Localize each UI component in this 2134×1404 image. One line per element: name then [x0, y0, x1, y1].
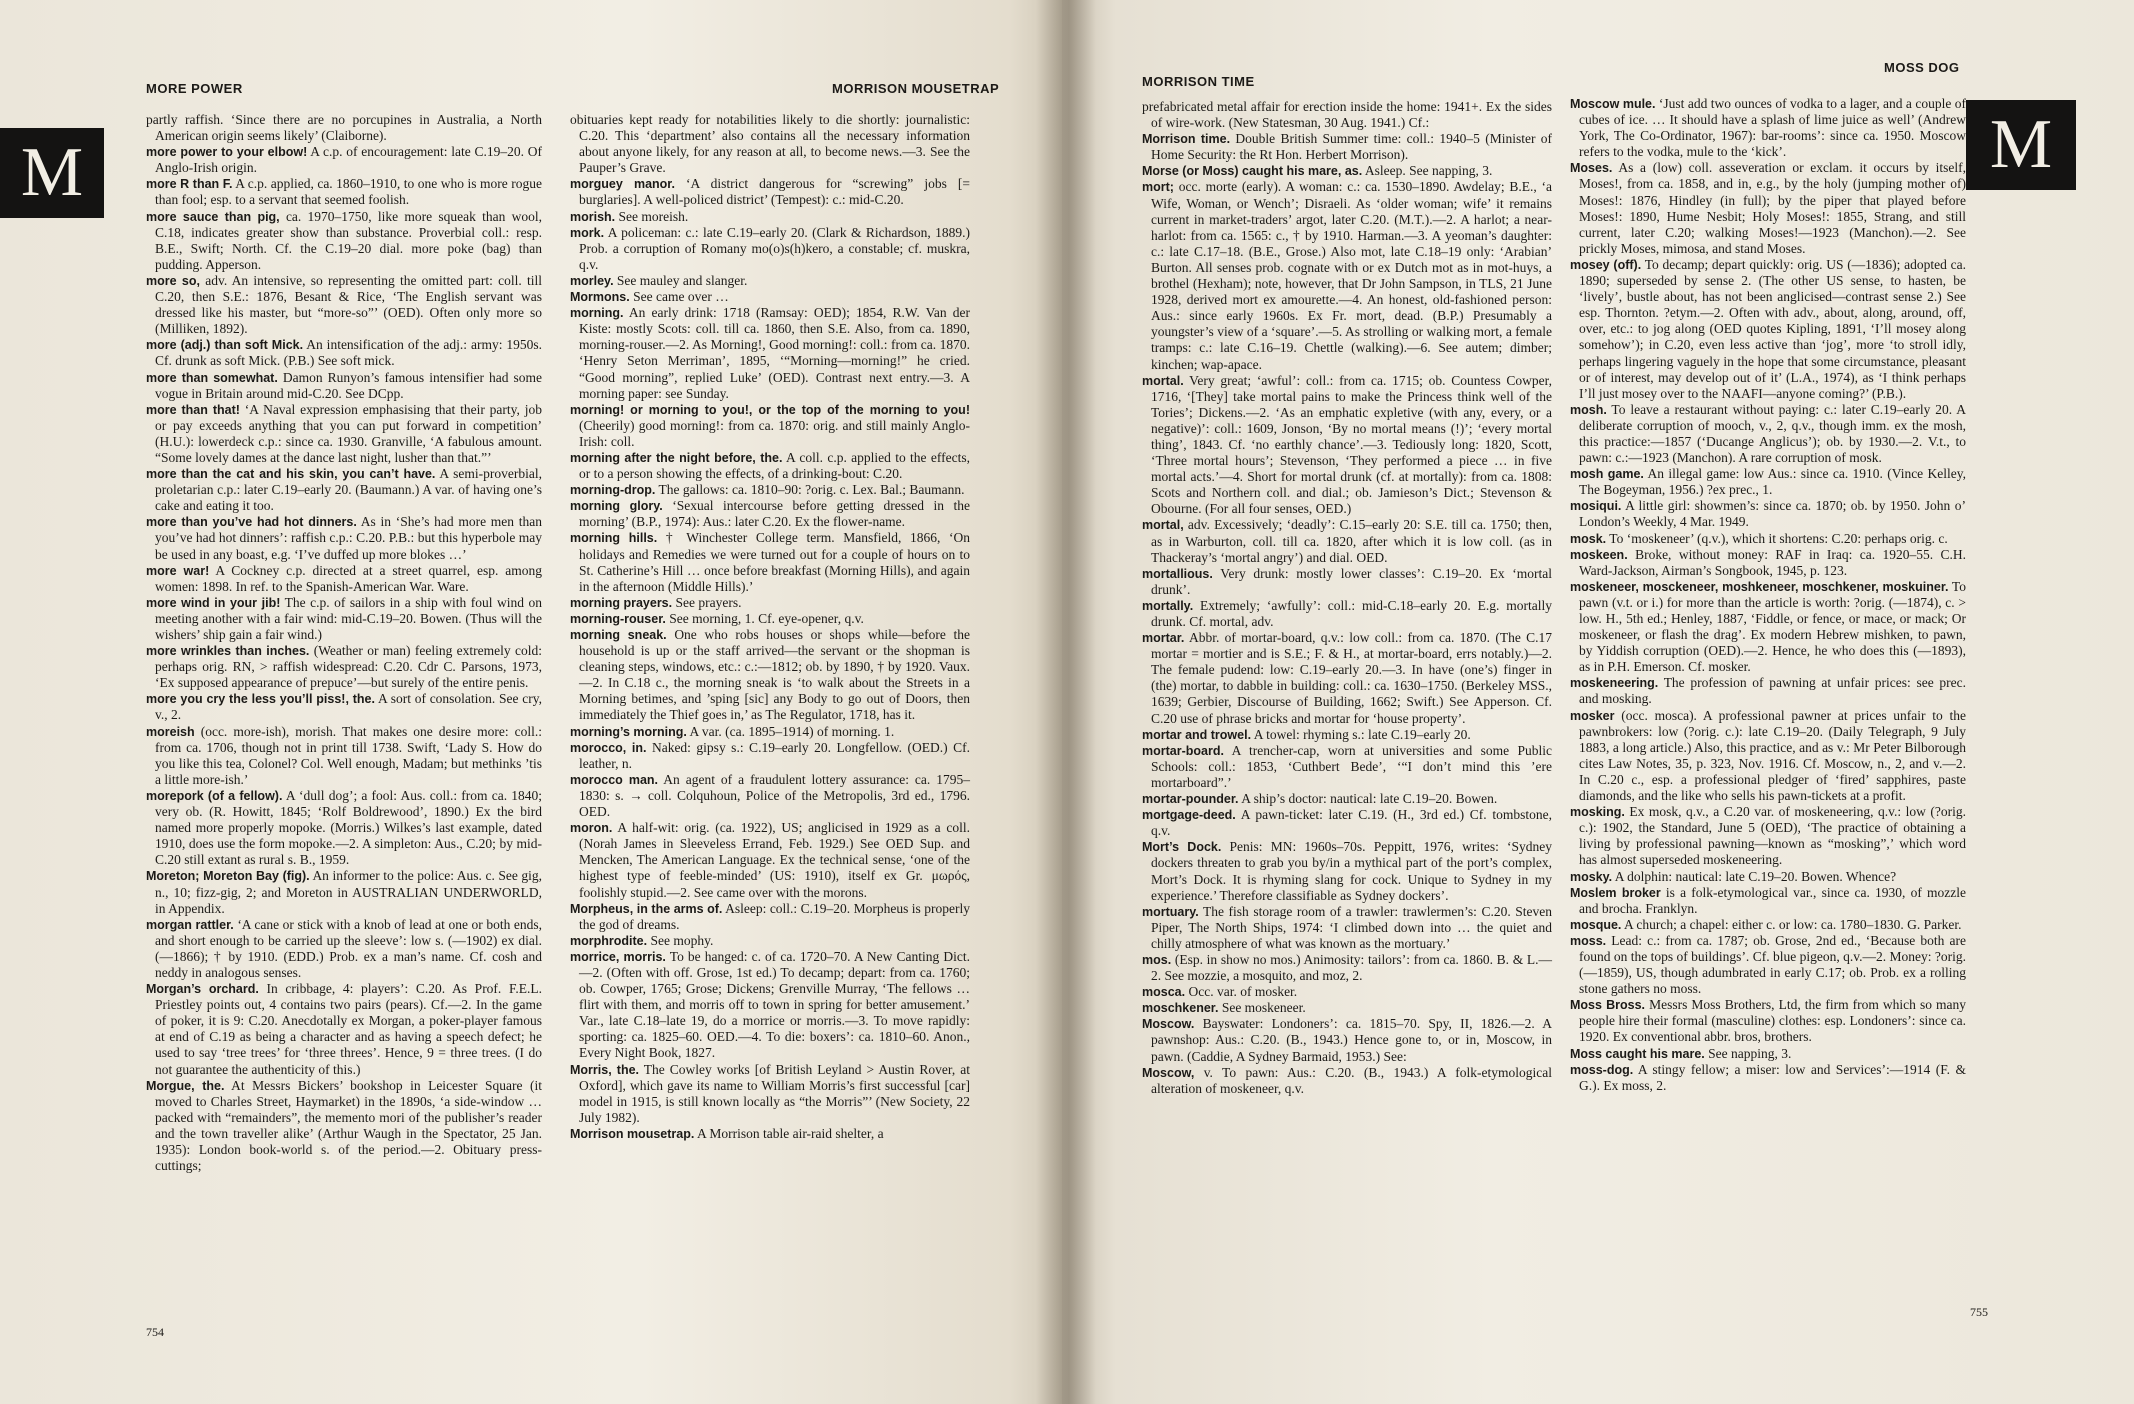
entry-definition: The gallows: ca. 1810–90: ?orig. c. Lex. Bal.; Baumann. [658, 482, 965, 498]
entry-definition: partly raffish. ‘Since there are no porcupines in Australia, a North American origin seems likely’ (Claiborne). [146, 112, 542, 144]
dictionary-entry [146, 273, 542, 337]
dictionary-entry [570, 820, 970, 900]
thumb-index-tab: M [1966, 100, 2076, 190]
entry-headword: Moses. [1570, 161, 1613, 176]
entry-definition: A church; a chapel: either c. or low: ca. 1780–1830. G. Parker. [1624, 916, 1962, 932]
dictionary-entry [570, 949, 970, 1062]
entry-headword: more so, [146, 273, 200, 288]
entry-definition: is a folk-etymological var., since ca. 1930, of mozzle and brocha. Franklyn. [1579, 884, 1967, 916]
right-page [1062, 0, 2134, 1404]
dictionary-entry [146, 112, 542, 144]
dictionary-entry [1142, 727, 1552, 743]
entry-headword: mosker [1570, 708, 1615, 723]
entry-definition: (occ. mosca). A professional pawner at prices unfair to the pawnbrokers: low (?orig. c.): late C.19–20. (Daily Telegraph, 9 July 1883, a long article.) Also, this practice, and as v.: Mr Peter Bilborough cites Law Notes, 35, p. 323, Nov. 1916. Cf. Moscow, n., 2, and v.—2. In C.20 c., esp. a professional pledger of ‘fired’ sapphires, paste diamonds, and the like who sells his pawn-tickets at a profit. [1579, 707, 1967, 804]
entry-headword: Moreton; Moreton Bay (fig). [146, 869, 310, 884]
entry-definition: A pawn-ticket: later C.19. (H., 3rd ed.) Cf. tombstone, q.v. [1151, 807, 1552, 839]
entry-headword: Morpheus, in the arms of. [570, 901, 723, 916]
entry-headword: morning hills. [570, 531, 658, 546]
entry-headword: morning after the night before, the. [570, 450, 783, 465]
entry-definition: A ship’s doctor: nautical: late C.19–20. Bowen. [1241, 791, 1498, 807]
entry-headword: more than you’ve had hot dinners. [146, 515, 357, 530]
entry-definition: (Esp. in show no mos.) Animosity: tailors’: from ca. 1860. B. & L.—2. See mozzie, a mosquito, and moz, 2. [1151, 951, 1553, 984]
entry-headword: morepork (of a fellow). [146, 788, 283, 803]
running-head-right: MORRISON MOUSETRAP [832, 81, 1000, 96]
entry-definition: A dolphin: nautical: late C.19–20. Bowen. Whence? [1614, 868, 1897, 884]
entry-definition: An informer to the police: Aus. c. See gig, n., 10; fizz-gig, 2; and Moreton in AUSTRALIAN UNDERWORLD, in Appendix. [155, 868, 542, 916]
entry-definition: To leave a restaurant without paying: c.: later C.19–early 20. A deliberate corruption of mooch, v., 2, q.v., though imm. ex the mosh, this practice:—1857 (‘Ducange Anglicus’); ob. by 1930.—2. V.t., to pawn: c.:—1923 (Manchon). A rare corruption of mosk. [1579, 401, 1966, 466]
entry-headword: morrice, morris. [570, 949, 666, 964]
entry-definition: ‘Just add two ounces of vodka to a lager, and a couple of cubes of ice. … It should have a splash of lime juice as well’ (Andrew York, The Co-Ordinator, 1967): bar-rooms’: since ca. 1950. Moscow refers to the vodka, mule to the ‘kick’. [1579, 96, 1967, 160]
entry-definition: A Morrison table air-raid shelter, a [696, 1125, 884, 1141]
dictionary-entry [146, 868, 542, 916]
entry-definition: Ex mosk, q.v., a C.20 var. of moskeneering, q.v.: low (?orig. c.): 1902, the Standard, June 5 (OED), ‘The practice of obtaining a living by professional pawning—known as “mosking”,’ which word has almost superseded moskeneering. [1579, 804, 1966, 868]
entry-definition: The profession of pawning at unfair prices: see prec. and mosking. [1579, 675, 1966, 707]
entry-definition: Messrs Moss Brothers, Ltd, the firm from which so many people hire their formal (masculine) clothes: esp. Londoners’: since ca. 1920. Ex conventional abbr. bros, brothers. [1579, 997, 1967, 1045]
entry-definition: Extremely; ‘awfully’: coll.: mid-C.18–early 20. E.g. mortally drunk. Cf. mortal, adv. [1151, 597, 1553, 629]
entry-headword: morning glory. [570, 499, 663, 514]
dictionary-entry [1142, 1065, 1552, 1097]
dictionary-entry [1570, 402, 1966, 466]
dictionary-entry [570, 498, 970, 530]
entry-headword: moskeen. [1570, 547, 1628, 562]
dictionary-entry [146, 917, 542, 981]
entry-definition: See moskeneer. [1221, 1000, 1306, 1016]
entry-definition: See moreish. [618, 208, 689, 224]
entry-headword: morning. [570, 306, 624, 321]
entry-headword: mosh game. [1570, 467, 1644, 482]
entry-definition: adv. Excessively; ‘deadly’: C.15–early 20: S.E. till ca. 1750; then, as in Warburton, coll. till ca. 1820, after which it is low coll. (as in Thackeray’s ‘mortal angry’) and dial. OED. [1151, 517, 1553, 565]
entry-headword: morguey manor. [570, 177, 675, 192]
entry-headword: more (adj.) than soft Mick. [146, 338, 304, 353]
entry-definition: Very drunk: mostly lower classes’: C.19–20. Ex ‘mortal drunk’. [1151, 565, 1552, 597]
entry-headword: morning prayers. [570, 595, 673, 610]
dictionary-entry [1142, 179, 1552, 372]
entry-definition: A stingy fellow; a miser: low and Services’:—1914 (F. & G.). Ex moss, 2. [1579, 1061, 1966, 1093]
entry-headword: mortar-board. [1142, 743, 1224, 758]
dictionary-entry [1570, 675, 1966, 707]
entry-definition: Damon Runyon’s famous intensifier had some vogue in Britain around mid-C.20. See DCpp. [155, 369, 543, 401]
entry-headword: mortally. [1142, 598, 1194, 613]
dictionary-entry [1570, 531, 1966, 547]
entry-headword: moskeneer, mosckeneer, moshkeneer, moschkener, moskuiner. [1570, 579, 1949, 594]
dictionary-entry [570, 225, 970, 273]
entry-definition: See napping, 3. [1708, 1045, 1792, 1061]
entry-headword: Moslem broker [1570, 885, 1661, 900]
dictionary-entry [1142, 807, 1552, 839]
dictionary-entry [1570, 547, 1966, 579]
entry-headword: more sauce than pig, [146, 209, 280, 224]
entry-definition: A towel: rhyming s.: late C.19–early 20. [1253, 726, 1471, 742]
dictionary-entry [1142, 163, 1552, 179]
entry-definition: Broke, without money: RAF in Iraq: ca. 1920–55. C.H. Ward-Jackson, Airman’s Songbook, 1945, p. 123. [1579, 546, 1966, 578]
entry-definition: ‘A cane or stick with a knob of lead at one or both ends, and short enough to be carried up the sleeve’: low s. (—1902) ex dial. (—1866); † by 1910. (EDD.) Prob. ex a man’s name. Cf. cosh and neddy in analogous senses. [155, 916, 543, 980]
entry-definition: At Messrs Bickers’ bookshop in Leicester Square (it moved to Charles Street, Haymarket) in the 1890s, ‘a side-window … packed with “remainders”, the memento mori of the publisher’s reader and the town traveller alike’ (Arthur Waugh in the Spectator, 25 Jan. 1935): London book-world s. of the period.—2. Obituary press-cuttings; [155, 1077, 542, 1174]
entry-headword: more R than F. [146, 177, 233, 192]
dictionary-entry [570, 740, 970, 772]
entry-headword: morning’s morning. [570, 724, 687, 739]
entry-definition: † Winchester College term. Mansfield, 1866, ‘On holidays and Remedies we were turned out for a couple of hours on to St. Catherine’s Hill … once before breakfast (Morning Hills), and again in the afternoon (Middle Hills).’ [579, 530, 970, 594]
entry-definition: The c.p. of sailors in a ship with foul wind on meeting another with a fair wind: mid-C.19–20. Bowen. (Thus will the wishers’ ship gain a fair wind.) [155, 594, 542, 642]
dictionary-entry [570, 450, 970, 482]
dictionary-entry [1570, 869, 1966, 885]
entry-headword: mos. [1142, 952, 1172, 967]
entry-definition: See prayers. [675, 594, 742, 610]
entry-headword: Moss Bross. [1570, 998, 1646, 1013]
entry-definition: A little girl: showmen’s: since ca. 1870; ob. by 1950. John o’ London’s Weekly, 4 Mar. 1949. [1579, 498, 1966, 530]
entry-definition: As in ‘She’s had more men than you’ve had hot dinners’: raffish c.p.: C.20. P.B.: but this hyperbole may be used in any boast, e.g. ‘I’ve duffed up more blokes …’ [155, 514, 542, 562]
dictionary-entry [1142, 566, 1552, 598]
entry-definition: prefabricated metal affair for erection inside the home: 1941+. Ex the sides of wire-work. (New Statesman, 30 Aug. 1941.) Cf.: [1142, 99, 1552, 131]
entry-headword: Moscow, [1142, 1065, 1195, 1080]
dictionary-entry [1142, 131, 1552, 163]
entry-definition: An intensification of the adj.: army: 1950s. Cf. drunk as soft Mick. (P.B.) See soft mick. [155, 337, 542, 369]
dictionary-column-4 [1570, 96, 1966, 1094]
entry-definition: Asleep: coll.: C.19–20. Morpheus is properly the god of dreams. [579, 900, 970, 932]
dictionary-entry [146, 724, 542, 788]
entry-headword: Mormons. [570, 290, 630, 305]
entry-definition: The Cowley works [of British Leyland > Austin Rover, at Oxford], which gave its name to William Morris’s first successful [car] model in 1915, is still known locally as “the Morris”’ (New Society, 22 July 1982). [579, 1061, 970, 1125]
dictionary-entry [570, 1126, 970, 1142]
dictionary-entry [570, 724, 970, 740]
entry-headword: moss-dog. [1570, 1062, 1634, 1077]
entry-headword: moskeneering. [1570, 676, 1659, 691]
entry-headword: mortgage-deed. [1142, 808, 1236, 823]
entry-definition: One who robs houses or shops while—before the household is up or the staff arrived—the servant or the shopman is cleaning steps, windows, etc.: c.:—1812; ob. by 1890, † by 1920. Vaux.—2. In C.18 c., the morning sneak is ‘to walk about the Streets in a Morning betimes, and ’sping [sic] any Body to go out of Doors, then immediately the Thief goes in,’ as The Regulator, 1718, has it. [579, 627, 971, 723]
dictionary-entry [1142, 1000, 1552, 1016]
dictionary-entry [570, 289, 970, 305]
dictionary-column-2 [570, 112, 970, 1142]
dictionary-entry [1570, 96, 1966, 160]
dictionary-entry [1142, 99, 1552, 131]
entry-headword: mortar-pounder. [1142, 792, 1239, 807]
dictionary-entry [570, 611, 970, 627]
entry-definition: An agent of a fraudulent lottery assurance: ca. 1795–1830: s. → coll. Colquhoun, Police of the Metropolis, 3rd ed., 1796. OED. [579, 771, 970, 820]
entry-headword: Morse (or Moss) caught his mare, as. [1142, 164, 1363, 179]
dictionary-entry [1570, 997, 1966, 1045]
entry-headword: mosiqui. [1570, 499, 1622, 514]
dictionary-entry [570, 933, 970, 949]
dictionary-entry [570, 305, 970, 402]
entry-headword: Morgue, the. [146, 1078, 225, 1093]
entry-headword: moron. [570, 821, 613, 836]
entry-definition: A policeman: c.: late C.19–early 20. (Clark & Richardson, 1889.) Prob. a corruption of Romany mo(o)s(h)kero, a constable; cf. muskra, q.v. [579, 224, 970, 272]
entry-definition: A Cockney c.p. directed at a street quarrel, esp. among women: 1898. In ref. to the Spanish-American War. Ware. [155, 562, 542, 594]
dictionary-entry [570, 176, 970, 208]
entry-definition: An early drink: 1718 (Ramsay: OED); 1854, R.W. Van der Kiste: mostly Scots: coll. till ca. 1860, then S.E. Also, from ca. 1890, morning-rouser.—2. As Morning!, Good morning!: coll.: from ca. 1870. ‘Henry Seton Merriman’, 1895, ‘“Morning—morning!” he cried. “Good morning”, replied Luke’ (OED). Contrast next entry.—3. A morning paper: see Sunday. [579, 305, 970, 401]
page-number: 755 [1970, 1305, 1988, 1319]
entry-headword: more than somewhat. [146, 370, 278, 385]
entry-headword: moss. [1570, 933, 1607, 948]
thumb-index-tab: M [0, 128, 104, 218]
entry-headword: morocco man. [570, 772, 659, 787]
entry-definition: To be hanged: c. of ca. 1720–70. A New Canting Dict.—2. (Often with off. Grose, 1st ed.) To decamp; depart: from ca. 1760; ob. Cowper, 1765; Grose; Dickens; Grenville Murray, ‘The fellows … flirt with them, and morris off to town in spring for better amusement.’ Var., late C.18–late 19, do a morrice or morris.—3. To move rapidly: sporting: ca. 1825–60. OED.—4. To die: boxers’: ca. 1810–60. Anon., Every Night Book, 1827. [579, 948, 970, 1061]
entry-definition: ca. 1970–1750, like more squeak than wool, C.18, indicates greater show than substance. Proverbial coll.: resp. B.E., Swift; North. Cf. the C.19–20 dial. more poke (bag) than pudding. Apperson. [155, 208, 543, 272]
dictionary-entry [570, 273, 970, 289]
dictionary-entry [146, 144, 542, 176]
entry-definition: ‘A district dangerous for “screwing” jobs [= burglaries]. A well-policed district’ (Tempest): c.: mid-C.20. [579, 176, 971, 208]
dictionary-entry [570, 482, 970, 498]
entry-headword: mosky. [1570, 869, 1613, 884]
entry-headword: Mort’s Dock. [1142, 840, 1222, 855]
entry-headword: moreish [146, 724, 195, 739]
dictionary-entry [1570, 579, 1966, 676]
entry-definition: Occ. var. of mosker. [1188, 984, 1298, 1000]
dictionary-entry [570, 627, 970, 724]
dictionary-entry [1570, 160, 1966, 257]
entry-definition: See mophy. [650, 932, 714, 948]
entry-definition: A half-wit: orig. (ca. 1922), US; anglicised in 1929 as a coll. (Norah James in Sleeveless Errand, Feb. 1929.) See OED Sup. and Mencken, The American Language. Ex the technical sense, ‘one of the highest type of feeble-minded’ (US: 1910), itself ex Gr. μωρός, foolishly stupid.—2. See came over with the morons. [579, 820, 970, 900]
entry-definition: To ‘moskeneer’ (q.v.), which it shortens: C.20: perhaps orig. c. [1609, 530, 1948, 546]
entry-definition: ‘A Naval expression emphasising that their party, job or pay exceeds anything that you can put forward in competition’ (H.U.): lowerdeck c.p.: since ca. 1930. Granville, ‘A fabulous amount. “Some lovely dames at the dance last night, lusher than that.”’ [155, 401, 542, 465]
running-head-right: MOSS DOG [1884, 60, 1960, 75]
entry-definition: (Weather or man) feeling extremely cold: perhaps orig. RN, > raffish widespread: C.20. Cdr C. Parsons, 1973, ‘Ex supposed appearance of prepuce’—but surely of the entire penis. [155, 643, 542, 691]
dictionary-entry [1142, 791, 1552, 807]
dictionary-entry [1570, 917, 1966, 933]
entry-definition: See mauley and slanger. [616, 272, 748, 288]
dictionary-entry [1142, 598, 1552, 630]
entry-definition: (occ. more-ish), morish. That makes one desire more: coll.: from ca. 1706, though not in print till 1738. Swift, ‘Lady S. How do you like this tea, Colonel? Col. Well enough, Madam; but methinks ’tis a little more-ish.’ [155, 723, 542, 787]
entry-definition: Asleep. See napping, 3. [1364, 163, 1493, 179]
entry-headword: mosey (off). [1570, 257, 1642, 272]
entry-headword: mosque. [1570, 917, 1622, 932]
dictionary-entry [1570, 1062, 1966, 1094]
page-number: 754 [146, 1325, 164, 1339]
entry-definition: occ. morte (early). A woman: c.: ca. 1530–1890. Awdelay; B.E., ‘a Wife, Woman, or Wench’; Disraeli. As ‘older woman; wife’ it remains current in market-traders’ argot, later C.20. (M.T.).—2. A harlot; a near-harlot: from ca. 1565: c., † by 1910. Harman.—3. A yeoman’s daughter: c.: late C.17–18. (B.E., Grose.) Also mot, late C.18–19 only: ‘Arabian’ Burton. All senses prob. cognate with or ex Dutch mot as in mot-huys, a brothel (Hexham); note, however, that Dr John Sampson, in TLS, 21 June 1928, derived mort ex amourette.—4. An honest, old-fashioned person: Aus.: since early 1960s. Ex Fr. mort, dead. (B.P.) Presumably a youngster’s view of a ‘square’.—5. As strolling or walking mort, a female tramps: c.: late C.16–19. Chettle (walking).—6. See autem; dimber; kinchen; wap-apace. [1151, 179, 1552, 372]
entry-definition: Very great; ‘awful’: coll.: from ca. 1715; ob. Countess Cowper, 1716, ‘[They] take mortal pains to make the Princess think well of the Tories’; Dickens.—2. ‘As an emphatic expletive (with any, every, or a negative)’: coll.: 1609, Jonson, ‘By no mortal means (!)’; ‘every mortal thing’, 1843. Cf. ‘no earthly chance’.—3. Tediously long: 1820, Scott, ‘Three mortal hours’; Stevenson, ‘They performed a piece … in five mortal acts.’—4. Short for mortal drunk (cf. at mortally): from ca. 1808: Scots and Northern coll. and dial.; ob. Jamieson’s Dict.; Stevenson & Obourne. (For all four senses, OED.) [1151, 372, 1552, 517]
entry-headword: more wrinkles than inches. [146, 644, 310, 659]
entry-headword: mortal. [1142, 373, 1184, 388]
book-gutter [1036, 0, 1096, 1404]
entry-definition: v. To pawn: Aus.: C.20. (B., 1943.) A folk-etymological alteration of moskeneer, q.v. [1151, 1064, 1553, 1096]
dictionary-entry [146, 176, 542, 208]
entry-headword: morning-drop. [570, 483, 656, 498]
entry-headword: Moss caught his mare. [1570, 1046, 1705, 1061]
entry-definition: The fish storage room of a trawler: trawlermen’s: C.20. Steven Piper, The North Ships, 1974: ‘I climbed down into … the quiet and chilly atmosphere of what was known as the mortuary.’ [1151, 903, 1552, 951]
entry-definition: A semi-proverbial, proletarian c.p.: later C.19–early 20. (Baumann.) A var. of having one’s cake and eating it too. [155, 466, 542, 514]
dictionary-entry [1142, 1016, 1552, 1064]
entry-definition: Abbr. of mortar-board, q.v.: low coll.: from ca. 1870. (The C.17 mortar = mortier and is S.E.; F. & H., at mortar-board, errs notably.)—2. The female pudend: low: C.19–early 20.—3. In have (one’s) finger in (the) mortar, to dabble in building: coll.: ca. 1630–1750. (Berkeley MSS., 1639; Gerbier, Discourse of Building, 1662; Swift.) See Apperson. Cf. C.20 use of phrase bricks and mortar for ‘house property’. [1151, 630, 1552, 726]
entry-definition: A var. (ca. 1895–1914) of morning. 1. [689, 723, 895, 739]
entry-definition: An illegal game: low Aus.: since ca. 1910. (Vince Kelley, The Bogeyman, 1956.) ?ex prec., 1. [1579, 466, 1966, 498]
entry-headword: more than the cat and his skin, you can’t have. [146, 467, 436, 482]
dictionary-entry [1142, 743, 1552, 791]
entry-headword: mortar and trowel. [1142, 727, 1252, 742]
dictionary-column-1 [146, 112, 542, 1174]
dictionary-entry [570, 595, 970, 611]
entry-headword: mosk. [1570, 531, 1607, 546]
entry-headword: morning-rouser. [570, 611, 666, 626]
entry-definition: To pawn (v.t. or i.) for more than the article is worth: ?orig. (—1874), c. > low. H., 5th ed.; Henley, 1887, ‘Fiddle, or fence, or mace, or mack; Or moskeneer, or flash the drag’. Ex modern Hebrew mishken, to pawn, by Yiddish corruption (OED).—2. Hence, he who does this (—1893), as in P.H. Emerson. Cf. mosker. [1579, 578, 1966, 675]
dictionary-entry [570, 112, 970, 176]
entry-definition: A coll. c.p. applied to the effects, or to a person showing the effects, of a drinking-bout: C.20. [579, 449, 970, 482]
entry-headword: Morrison mousetrap. [570, 1126, 695, 1141]
dictionary-entry [146, 563, 542, 595]
dictionary-entry [146, 402, 542, 466]
entry-definition: Naked: gipsy s.: C.19–early 20. Longfellow. (OED.) Cf. leather, n. [579, 739, 971, 771]
dictionary-entry [146, 209, 542, 273]
dictionary-entry [570, 1062, 970, 1126]
dictionary-entry [1142, 952, 1552, 984]
dictionary-entry [146, 514, 542, 562]
dictionary-entry [570, 901, 970, 933]
dictionary-entry [146, 788, 542, 868]
dictionary-entry [1570, 466, 1966, 498]
entry-headword: more power to your elbow! [146, 145, 308, 160]
entry-headword: mosca. [1142, 985, 1186, 1000]
dictionary-entry [146, 981, 542, 1078]
dictionary-entry [1142, 839, 1552, 903]
dictionary-entry [146, 643, 542, 691]
entry-definition: Bayswater: Londoners’: ca. 1815–70. Spy, II, 1826.—2. A pawnshop: Aus.: C.20. (B., 1943.) Hence gone to, or in, Moscow, in pawn. (Caddie, A Sydney Barmaid, 1953.) See: [1151, 1016, 1553, 1064]
entry-headword: morning sneak. [570, 628, 667, 642]
entry-headword: more than that! [146, 402, 240, 417]
dictionary-entry [146, 691, 542, 723]
entry-headword: mortar. [1142, 631, 1185, 646]
entry-headword: mosh. [1570, 402, 1607, 417]
dictionary-entry [1142, 630, 1552, 727]
entry-headword: mortuary. [1142, 904, 1199, 919]
dictionary-entry [570, 402, 970, 450]
entry-definition: As a (low) coll. asseveration or exclam. it occurs by itself, Moses!, from ca. 1858, and in, e.g., by the holy (jumping mother of) Moses!: 1876, Hindley (in full); by the piper that played before Moses!: 1890, Hume Nesbit; Holy Moses!: 1855, Strang, and still current, later C.20; walking Moses!—1923 (Manchon).—2. See prickly Moses, mimosa, and stand Moses. [1579, 160, 1966, 256]
entry-headword: mort; [1142, 180, 1174, 195]
dictionary-entry [146, 1078, 542, 1175]
entry-definition: A c.p. of encouragement: late C.19–20. Of Anglo-Irish origin. [155, 144, 542, 176]
entry-headword: Morris, the. [570, 1062, 640, 1077]
dictionary-entry [1142, 984, 1552, 1000]
entry-definition: A sort of consolation. See cry, v., 2. [155, 691, 542, 723]
entry-headword: more war! [146, 563, 210, 578]
entry-headword: more you cry the less you’ll piss!, the. [146, 692, 375, 707]
entry-definition: ‘Sexual intercourse before getting dressed in the morning’ (B.P., 1974): Aus.: later C.20. Ex the flower-name. [579, 498, 970, 530]
entry-headword: mosking. [1570, 805, 1625, 820]
dictionary-entry [1570, 1046, 1966, 1062]
dictionary-entry [146, 337, 542, 369]
dictionary-entry [1570, 804, 1966, 868]
entry-headword: Morrison time. [1142, 132, 1231, 147]
entry-definition: In cribbage, 4: players’: C.20. As Prof. F.E.L. Priestley points out, 4 contains two pairs (pears). Cf.—2. In the game of poker, it is 9: C.20. Anecdotally ex Morgan, a poker-player famous at end of C.19 as being a character and as having a speech defect; he used to say ‘tree trees’ for ‘three threes’. Hence, 9 = three trees. (I do not guarantee the authenticity of this.) [155, 981, 542, 1077]
entry-definition: A c.p. applied, ca. 1860–1910, to one who is more rogue than fool; esp. to a servant that seemed foolish. [155, 176, 542, 208]
entry-headword: more wind in your jib! [146, 595, 281, 610]
running-head-left: MORRISON TIME [1142, 74, 1255, 89]
entry-headword: morphrodite. [570, 933, 648, 948]
entry-headword: mortal, [1142, 518, 1184, 533]
dictionary-entry [1142, 373, 1552, 518]
entry-headword: morning! or morning to you!, or the top of the morning to you! [570, 402, 970, 417]
dictionary-entry [146, 595, 542, 643]
entry-definition: A ‘dull dog’; a fool: Aus. coll.: from ca. 1840; very ob. (R. Howitt, 1845; ‘Rolf Boldrewood’, 1890.) Ex the bird named more properly mopoke. (Morris.) Wilkes’s last example, dated 1910, does use the form mopoke.—2. A simpleton: Aus., C.20; by mid-C.20 still extant as rural s. B., 1959. [155, 787, 543, 868]
dictionary-column-3 [1142, 99, 1552, 1097]
entry-definition: (Cheerily) good morning!: from ca. 1870: orig. and still mainly Anglo-Irish: coll. [579, 417, 970, 449]
dictionary-entry [1570, 933, 1966, 997]
entry-headword: morgan rattler. [146, 917, 234, 932]
entry-definition: Double British Summer time: coll.: 1940–5 (Minister of Home Security: the Rt Hon. Herbert Morrison). [1151, 131, 1553, 163]
entry-headword: morocco, in. [570, 740, 647, 755]
dictionary-entry [570, 772, 970, 820]
entry-definition: obituaries kept ready for notabilities likely to die shortly: journalistic: C.20. This ‘department’ also contains all the necessary information about anyone likely, for any reason at all, to become news.—3. See the Pauper’s Grave. [570, 112, 970, 176]
dictionary-entry [570, 530, 970, 594]
dictionary-entry [1142, 904, 1552, 952]
entry-definition: See morning, 1. Cf. eye-opener, q.v. [669, 610, 864, 626]
dictionary-entry [1570, 257, 1966, 402]
dictionary-entry [146, 370, 542, 402]
left-page [0, 0, 1062, 1404]
dictionary-entry [146, 466, 542, 514]
entry-definition: adv. An intensive, so representing the omitted part: coll. till C.20, then S.E.: 1876, Besant & Rice, ‘The English servant was dressed like his master, but “more-so”’ (OED). Often only more so (Milliken, 1892). [155, 272, 542, 337]
dictionary-entry [1570, 498, 1966, 530]
entry-definition: Lead: c.: from ca. 1787; ob. Grose, 2nd ed., ‘Because both are found on the tops of buildings’. Cf. blue pigeon, q.v.—2. Money: ?orig. (—1859), US, though adumbrated in early C.17; ob. Prob. ex a rolling stone gathers no moss. [1579, 932, 1966, 997]
entry-definition: To decamp; depart quickly: orig. US (—1836); adopted ca. 1890; superseded by sense 2. (The other US sense, to hasten, be ‘lively’, bustle about, has not been anglicised—contrast sense 2.) See esp. Thornton. ?etym.—2. Often with adv., about, along, around, off, over, etc.: to jog along (OED quotes Kipling, 1891, ‘I’ll mosey along somehow’); in C.20, even less active than ‘jog’, more ‘to stroll idly, perhaps lingering vaguely in the hope that some circumstance, pleasant or of interest, may develop out of it’ (L.A., 1974), as ‘I think perhaps I’ll just mosey over to the NAAFI—anyone coming?’ (P.B.). [1579, 256, 1966, 401]
running-head-left: MORE POWER [146, 81, 243, 96]
entry-headword: moschkener. [1142, 1001, 1219, 1016]
entry-headword: mortallious. [1142, 566, 1213, 581]
dictionary-entry [1570, 708, 1966, 805]
entry-definition: See came over … [633, 289, 729, 305]
entry-headword: Morgan’s orchard. [146, 982, 259, 997]
entry-headword: mork. [570, 225, 605, 240]
dictionary-entry [1142, 517, 1552, 565]
entry-headword: morish. [570, 209, 616, 224]
entry-headword: Moscow. [1142, 1017, 1195, 1032]
entry-headword: Moscow mule. [1570, 97, 1656, 111]
dictionary-entry [1570, 885, 1966, 917]
entry-definition: A trencher-cap, worn at universities and some Public Schools: coll.: 1853, ‘Cuthbert Bede’, ‘“I don’t mind this ’ere mortarboard”.’ [1151, 742, 1552, 790]
entry-headword: morley. [570, 273, 614, 288]
dictionary-entry [570, 209, 970, 225]
entry-definition: Penis: MN: 1960s–70s. Peppitt, 1976, writes: ‘Sydney dockers threaten to grab you by/in a mythical part of the port’s complex, Mort’s Dock. It is rhyming slang for cock. Unique to Sydney in my experience.’ Therefore classifiable as Sydney dockers’. [1151, 839, 1552, 903]
